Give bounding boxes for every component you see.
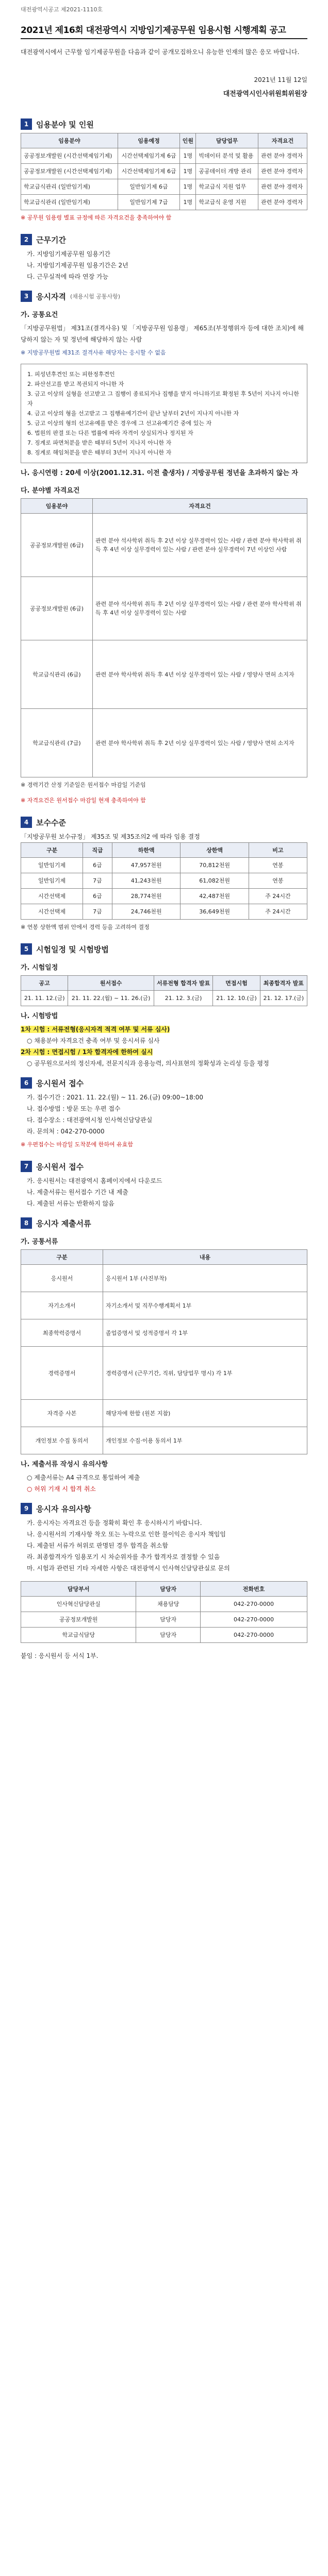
cell-req: 관련 분야 경력자 <box>258 179 307 195</box>
table-header-row <box>21 1250 307 1265</box>
cell: 28,774천원 <box>112 889 181 904</box>
list-item: 가. 응시자는 자격요건 등을 정확히 확인 후 응시하시기 바랍니다. <box>27 1519 202 1527</box>
col-header: 최종합격자 발표 <box>260 976 307 991</box>
list-item: ○ 채용분야 자격요건 충족 여부 및 응시서류 심사 <box>27 1037 160 1044</box>
section-3-heading <box>21 287 307 305</box>
cell: 해당자에 한함 (원본 지참) <box>103 1400 307 1427</box>
table-row <box>21 1597 307 1612</box>
cell: 47,957천원 <box>112 858 181 873</box>
section-title: 근무기간 <box>36 235 66 245</box>
col-header: 하한액 <box>112 843 181 858</box>
col-header: 원서접수 <box>68 976 154 991</box>
cell-field: 공공정보개발원 (6급) <box>21 577 93 640</box>
cell: 24,746천원 <box>112 904 181 920</box>
col-header: 면접시험 <box>213 976 260 991</box>
cell: 042-270-0000 <box>201 1628 307 1643</box>
sub-heading: 다. 분야별 자격요건 <box>21 487 80 495</box>
cell-field: 공공정보개발원 (시간선택제임기제) <box>21 148 118 164</box>
cell: 경력증명서 <box>21 1347 103 1400</box>
salary-table <box>21 842 307 920</box>
list-item: ○ 제출서류는 A4 규격으로 통일하여 제출 <box>27 1474 140 1481</box>
disqualification-box <box>21 364 307 463</box>
cell: 7급 <box>83 873 112 889</box>
table-row <box>21 991 307 1006</box>
cell: 자기소개서 <box>21 1292 103 1319</box>
table-row <box>21 1400 307 1427</box>
cell-count: 1명 <box>180 164 196 179</box>
cell: 21. 12. 17.(금) <box>260 991 307 1006</box>
col-header: 자격요건 <box>258 133 307 148</box>
cell-duty: 학교급식 운영 지원 <box>196 195 258 210</box>
cell: 담당자 <box>136 1612 201 1628</box>
list-item: 나. 지방임기제공무원 임용기간은 2년 <box>27 262 128 269</box>
col-header: 비고 <box>249 843 307 858</box>
cell-field: 학교급식관리 (6급) <box>21 640 93 709</box>
table-row <box>21 889 307 904</box>
cell: 응시원서 1부 (사진부착) <box>103 1265 307 1292</box>
exam-step <box>21 1024 307 1035</box>
cell-count: 1명 <box>180 179 196 195</box>
cell: 채용담당 <box>136 1597 201 1612</box>
section-title: 임용분야 및 인원 <box>36 120 94 129</box>
table-row <box>21 195 307 210</box>
table-row <box>21 1292 307 1319</box>
cell-req: 관련 분야 학사학위 취득 후 4년 이상 실무경력이 있는 사람 / 영양사 면허 소지자 <box>93 640 307 709</box>
col-header: 인원 <box>180 133 196 148</box>
cell-duty: 공공데이터 개방 관리 <box>196 164 258 179</box>
cell: 시간선택제 <box>21 889 83 904</box>
section-number: 4 <box>21 817 32 828</box>
qualification-table <box>21 498 307 777</box>
table-row <box>21 873 307 889</box>
section-number: 8 <box>21 1217 32 1229</box>
col-header: 담당자 <box>136 1582 201 1597</box>
section-title: 보수수준 <box>36 818 66 827</box>
col-header: 구분 <box>21 843 83 858</box>
table-row <box>21 1347 307 1400</box>
table-header-row <box>21 976 307 991</box>
cell-rank: 시간선택제임기제 6급 <box>118 164 180 179</box>
list-item: 나. 제출서류는 원서접수 기간 내 제출 <box>27 1189 128 1196</box>
note: ※ 연봉 상한액 범위 안에서 경력 등을 고려하여 결정 <box>21 924 150 930</box>
table-row <box>21 179 307 195</box>
cell: 주 24시간 <box>249 889 307 904</box>
list-item: 가. 접수기간 : 2021. 11. 22.(월) ~ 11. 26.(금) 09:00~18:00 <box>27 1094 204 1101</box>
list-item: 가. 응시원서는 대전광역시 홈페이지에서 다운로드 <box>27 1177 162 1184</box>
sub-heading: 나. 시험방법 <box>21 1012 58 1020</box>
table-row <box>21 1265 307 1292</box>
schedule-table <box>21 975 307 1006</box>
section-4-heading <box>21 814 307 831</box>
cell: 개인정보 수집 동의서 <box>21 1427 103 1454</box>
cell-rank: 일반임기제 7급 <box>118 195 180 210</box>
cell: 응시원서 <box>21 1265 103 1292</box>
cell: 70,812천원 <box>181 858 249 873</box>
attachment-note: 붙임 : 응시원서 등 서식 1부. <box>21 1652 99 1659</box>
table-row <box>21 640 307 709</box>
positions-table <box>21 133 307 210</box>
section-number: 1 <box>21 118 32 130</box>
cell: 21. 12. 10.(금) <box>213 991 260 1006</box>
cell: 일반임기제 <box>21 873 83 889</box>
list-item: 5. 금고 이상의 형의 선고유예를 받은 경우에 그 선고유예기간 중에 있는 자 <box>27 420 212 427</box>
list-item: 7. 징계로 파면처분을 받은 때부터 5년이 지나지 아니한 자 <box>27 439 172 446</box>
list-item: 라. 문의처 : 042-270-0000 <box>27 1128 105 1135</box>
list-item: 다. 접수장소 : 대전광역시청 인사혁신담당관실 <box>27 1116 153 1124</box>
cell: 시간선택제 <box>21 904 83 920</box>
title-bar <box>21 20 307 39</box>
list-item: 나. 접수방법 : 방문 또는 우편 접수 <box>27 1105 121 1112</box>
cell-req: 관련 분야 경력자 <box>258 195 307 210</box>
sub-heading: 나. 응시연령 : 20세 이상(2001.12.31. 이전 출생자) / 지방공무원 정년을 초과하지 않는 자 <box>21 469 298 477</box>
cell: 41,243천원 <box>112 873 181 889</box>
cell-count: 1명 <box>180 148 196 164</box>
documents-table <box>21 1249 307 1454</box>
col-header: 내용 <box>103 1250 307 1265</box>
col-header: 자격요건 <box>93 499 307 514</box>
table-row <box>21 858 307 873</box>
cell: 자격증 사본 <box>21 1400 103 1427</box>
highlight: 2차 시험 : 면접시험 / 1차 합격자에 한하여 실시 <box>21 1048 153 1056</box>
cell: 졸업증명서 및 성적증명서 각 1부 <box>103 1319 307 1347</box>
cell: 61,082천원 <box>181 873 249 889</box>
section-title: 시험일정 및 시험방법 <box>36 944 109 954</box>
table-row <box>21 1612 307 1628</box>
cell: 최종학력증명서 <box>21 1319 103 1347</box>
col-header: 담당업무 <box>196 133 258 148</box>
paragraph: 「지방공무원법」 제31조(결격사유) 및 「지방공무원 임용령」 제65조(부정행위자 등에 대한 조치)에 해당하지 않는 자 및 정년에 해당하지 않는 사람 <box>21 325 304 343</box>
announcement-date: 2021년 11월 12일 <box>254 76 307 83</box>
list-item: 마. 시험과 관련된 기타 자세한 사항은 대전광역시 인사혁신담당관실로 문의 <box>27 1565 230 1572</box>
section-number: 9 <box>21 1503 32 1514</box>
cell-duty: 학교급식 지원 업무 <box>196 179 258 195</box>
highlight: 1차 시험 : 서류전형(응시자격 적격 여부 및 서류 심사) <box>21 1026 170 1033</box>
cell-req: 관련 분야 석사학위 취득 후 2년 이상 실무경력이 있는 사람 / 관련 분야 학사학위 취득 후 4년 이상 실무경력이 있는 사람 / 관련 분야 실무경력이 7년 이상인 사람 <box>93 514 307 577</box>
cell: 공공정보개발원 <box>21 1612 136 1628</box>
section-number: 5 <box>21 943 32 955</box>
list-item: 가. 지방임기제공무원 임용기간 <box>27 250 111 258</box>
section-7-heading <box>21 1158 307 1175</box>
cell: 주 24시간 <box>249 904 307 920</box>
col-header: 임용분야 <box>21 499 93 514</box>
section-title: 응시자격 <box>36 292 66 301</box>
cell-req: 관련 분야 학사학위 취득 후 2년 이상 실무경력이 있는 사람 / 영양사 면허 소지자 <box>93 709 307 777</box>
col-header: 구분 <box>21 1250 103 1265</box>
list-item: 6. 법원의 판결 또는 다른 법률에 따라 자격이 상실되거나 정지된 자 <box>27 430 193 436</box>
list-item: ○ 공무원으로서의 정신자세, 전문지식과 응용능력, 의사표현의 정확성과 논리성 등을 평정 <box>27 1060 269 1067</box>
cell: 개인정보 수집·이용 동의서 1부 <box>103 1427 307 1454</box>
section-number: 6 <box>21 1077 32 1089</box>
note: ※ 우편접수는 마감일 도착분에 한하여 유효함 <box>21 1141 133 1148</box>
note: ※ 경력기간 산정 기준일은 원서접수 마감일 기준임 <box>21 782 146 788</box>
table-header-row <box>21 133 307 148</box>
cell: 일반임기제 <box>21 858 83 873</box>
section-title: 응시원서 접수 <box>36 1162 84 1172</box>
issuing-organization: 대전광역시인사위원회위원장 <box>223 90 307 98</box>
cell: 자기소개서 및 직무수행계획서 1부 <box>103 1292 307 1319</box>
cell: 21. 12. 3.(금) <box>154 991 212 1006</box>
section-number: 3 <box>21 291 32 302</box>
document-title: 2021년 제16회 대전광역시 지방임기제공무원 임용시험 시행계획 공고 <box>21 25 286 36</box>
table-row <box>21 514 307 577</box>
section-1-note: ※ 공무원 임용령 별표 규정에 따른 자격요건을 충족하여야 함 <box>21 214 172 221</box>
table-row <box>21 1319 307 1347</box>
col-header: 담당부서 <box>21 1582 136 1597</box>
exam-step <box>21 1046 307 1058</box>
cell: 담당자 <box>136 1628 201 1643</box>
intro-text: 대전광역시에서 근무할 임기제공무원을 다음과 같이 공개모집하오니 유능한 인재의 많은 응모 바랍니다. <box>21 48 300 56</box>
table-row <box>21 1628 307 1643</box>
sub-heading: 가. 공통요건 <box>21 311 58 319</box>
cell-rank: 일반임기제 6급 <box>118 179 180 195</box>
section-tag: (채용시험 공통사항) <box>70 293 121 300</box>
contact-table <box>21 1581 307 1643</box>
col-header: 직급 <box>83 843 112 858</box>
list-item: 3. 금고 이상의 실형을 선고받고 그 집행이 종료되거나 집행을 받지 아니하기로 확정된 후 5년이 지나지 아니한 자 <box>27 391 299 407</box>
cell-field: 학교급식관리 (일반임기제) <box>21 179 118 195</box>
note: ※ 자격요건은 원서접수 마감일 현재 충족하여야 함 <box>21 797 146 804</box>
cell: 6급 <box>83 858 112 873</box>
cell: 7급 <box>83 904 112 920</box>
table-row <box>21 709 307 777</box>
list-item: 라. 최종합격자가 임용포기 시 차순위자를 추가 합격자로 결정할 수 있음 <box>27 1553 220 1561</box>
cell-field: 공공정보개발원 (6급) <box>21 514 93 577</box>
sub-heading: 나. 제출서류 작성시 유의사항 <box>21 1461 108 1468</box>
paragraph: 「지방공무원 보수규정」 제35조 및 제35조의2 에 따라 임용 결정 <box>21 833 200 840</box>
section-1-heading <box>21 115 307 133</box>
cell-req: 관련 분야 경력자 <box>258 164 307 179</box>
col-header: 상한액 <box>181 843 249 858</box>
cell-count: 1명 <box>180 195 196 210</box>
section-6-heading <box>21 1074 307 1092</box>
table-row <box>21 904 307 920</box>
cell-req: 관련 분야 석사학위 취득 후 2년 이상 실무경력이 있는 사람 / 관련 분야 학사학위 취득 후 4년 이상 실무경력이 있는 사람 <box>93 577 307 640</box>
cell: 6급 <box>83 889 112 904</box>
cell: 042-270-0000 <box>201 1612 307 1628</box>
cell-rank: 시간선택제임기제 6급 <box>118 148 180 164</box>
cell-duty: 빅데이터 분석 및 활용 <box>196 148 258 164</box>
list-item: 다. 제출된 서류는 반환하지 않음 <box>27 1200 114 1207</box>
cell: 경력증명서 (근무기간, 직위, 담당업무 명시) 각 1부 <box>103 1347 307 1400</box>
section-9-heading <box>21 1500 307 1517</box>
section-title: 응시원서 접수 <box>36 1078 84 1088</box>
col-header: 임용분야 <box>21 133 118 148</box>
cell-field: 학교급식관리 (일반임기제) <box>21 195 118 210</box>
section-title: 응시자 제출서류 <box>36 1218 91 1228</box>
cell: 인사혁신담당관실 <box>21 1597 136 1612</box>
table-row <box>21 577 307 640</box>
col-header: 임용예정 <box>118 133 180 148</box>
list-item: ○ 허위 기재 시 합격 취소 <box>27 1485 96 1493</box>
cell: 42,487천원 <box>181 889 249 904</box>
cell: 36,649천원 <box>181 904 249 920</box>
section-2-heading <box>21 231 307 248</box>
table-header-row <box>21 843 307 858</box>
cell: 연봉 <box>249 873 307 889</box>
cell: 21. 11. 12.(금) <box>21 991 68 1006</box>
section-8-heading <box>21 1214 307 1232</box>
cell: 연봉 <box>249 858 307 873</box>
cell-field: 공공정보개발원 (시간선택제임기제) <box>21 164 118 179</box>
list-item: 다. 제출된 서류가 허위로 판명된 경우 합격을 취소함 <box>27 1542 168 1549</box>
list-item: 나. 응시원서의 기재사항 착오 또는 누락으로 인한 불이익은 응시자 책임임 <box>27 1531 226 1538</box>
list-item: 2. 파산선고를 받고 복권되지 아니한 자 <box>27 381 124 387</box>
sub-heading: 가. 공통서류 <box>21 1238 58 1246</box>
section-number: 2 <box>21 234 32 245</box>
list-item: 1. 피성년후견인 또는 피한정후견인 <box>27 371 115 378</box>
col-header: 전화번호 <box>201 1582 307 1597</box>
table-row <box>21 1427 307 1454</box>
cell: 042-270-0000 <box>201 1597 307 1612</box>
table-row <box>21 148 307 164</box>
col-header: 공고 <box>21 976 68 991</box>
table-header-row <box>21 499 307 514</box>
section-title: 응시자 유의사항 <box>36 1504 91 1514</box>
list-item: 다. 근무실적에 따라 연장 가능 <box>27 273 109 280</box>
section-number: 7 <box>21 1161 32 1172</box>
note: ※ 지방공무원법 제31조 결격사유 해당자는 응시할 수 없음 <box>21 349 166 356</box>
list-item: 8. 징계로 해임처분을 받은 때부터 3년이 지나지 아니한 자 <box>27 449 172 456</box>
cell: 21. 11. 22.(월) ~ 11. 26.(금) <box>68 991 154 1006</box>
cell: 학교급식담당 <box>21 1628 136 1643</box>
cell-field: 학교급식관리 (7급) <box>21 709 93 777</box>
sub-heading: 가. 시험일정 <box>21 964 58 972</box>
list-item: 4. 금고 이상의 형을 선고받고 그 집행유예기간이 끝난 날부터 2년이 지나지 아니한 자 <box>27 410 239 417</box>
col-header: 서류전형 합격자 발표 <box>154 976 212 991</box>
cell-req: 관련 분야 경력자 <box>258 148 307 164</box>
announcement-number: 대전광역시공고 제2021-1110호 <box>21 6 103 13</box>
table-header-row <box>21 1582 307 1597</box>
section-5-heading <box>21 940 307 958</box>
table-row <box>21 164 307 179</box>
